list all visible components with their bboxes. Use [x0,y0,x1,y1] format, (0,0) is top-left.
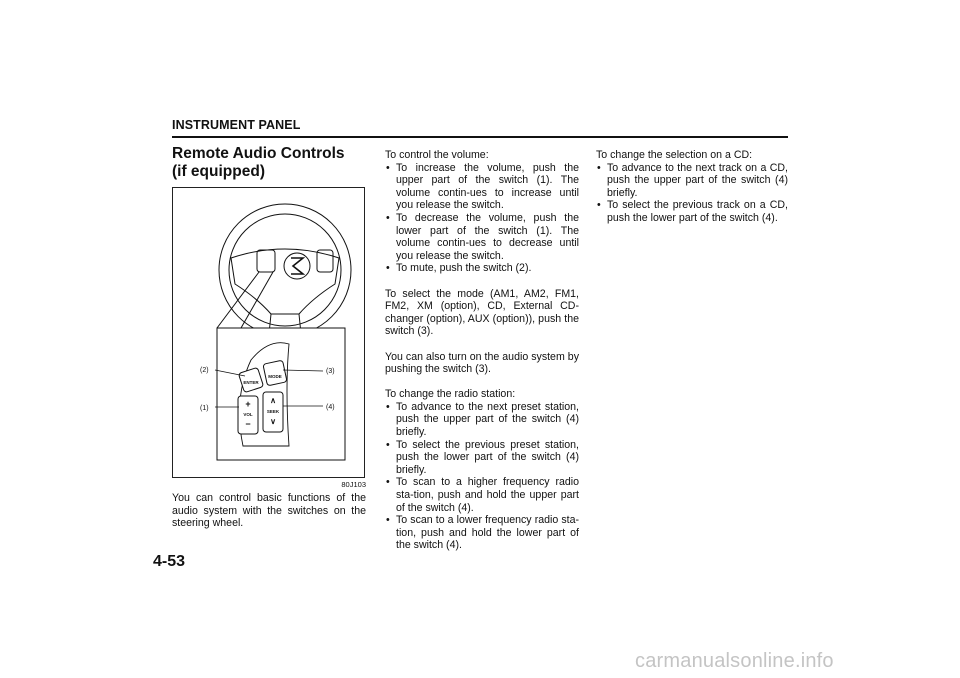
svg-text:VOL: VOL [243,412,253,417]
bullet-icon: • [386,400,390,413]
callout-3: (3) [326,368,335,375]
title-line-1: Remote Audio Controls [172,145,345,162]
column-2 [385,149,579,552]
svg-text:MODE: MODE [268,374,282,379]
svg-text:SEEK: SEEK [266,409,280,414]
cd-heading: To change the selection on a CD: [596,149,753,161]
svg-text:ENTER: ENTER [243,380,259,385]
title-line-2: (if equipped) [172,163,265,180]
callout-2: (2) [200,367,209,374]
page-number: 4-53 [153,553,186,570]
list-item: • To advance to the next track on a CD, push the upper part of the switch (4) briefly. [597,161,788,199]
volume-minus-icon: − [245,419,251,429]
seek-up-icon: ∧ [270,396,276,405]
figure-code: 80J103 [341,480,366,489]
column-3 [596,149,788,225]
list-item: • To mute, push the switch (2). [386,262,532,275]
bullet-icon: • [386,476,390,489]
callout-4: (4) [326,404,335,411]
bullet-icon: • [386,211,390,224]
page-title [172,145,372,181]
watermark-link[interactable]: carmanualsonline.info [635,650,834,672]
bullet-icon: • [386,438,390,451]
bullet-icon: • [597,161,601,174]
volume-heading: To control the volume: [385,149,489,161]
steering-wheel-illustration [173,188,366,479]
seek-down-icon: ∨ [270,417,276,426]
seek-switch [263,392,283,432]
list-item: • To select the previous preset station, push the lower part of the switch (4) briefly. [386,438,579,476]
volume-plus-icon: + [245,399,251,409]
bullet-icon: • [386,262,390,275]
header-rule [172,136,788,138]
section-header: INSTRUMENT PANEL [172,118,301,132]
callout-1: (1) [200,405,209,412]
volume-switch [238,396,258,434]
bullet-icon: • [386,161,390,174]
suzuki-logo-icon [284,253,310,279]
power-paragraph: You can also turn on the audio system by pushing the switch (3). [385,350,579,376]
bullet-icon: • [597,199,601,212]
list-item: • To increase the volume, push the upper part of the switch (1). The volume contin-ues to increase until you release the switch. [386,161,579,212]
intro-text: You can control basic functions of the audio system with the switches on the steering wheel. [172,492,366,530]
list-item: • To decrease the volume, push the lower part of the switch (1). The volume contin-ues to decrease until you release the switch. [386,211,579,262]
list-item: • To scan to a higher frequency radio sta-tion, push and hold the upper part of the switch (4). [386,476,579,514]
list-item: • To select the previous track on a CD, push the lower part of the switch (4). [597,199,788,224]
steering-wheel-figure [172,187,365,478]
intro-paragraph [172,492,366,530]
list-item: • To scan to a lower frequency radio sta-tion, push and hold the lower part of the switch (4). [386,514,579,552]
bullet-icon: • [386,514,390,527]
radio-heading: To change the radio station: [385,388,516,401]
mode-button [263,360,287,386]
leader-lines [217,272,273,328]
list-item: • To advance to the next preset station, push the upper part of the switch (4) briefly. [386,400,579,439]
mode-paragraph: To select the mode (AM1, AM2, FM1, FM2, XM (option), CD, External CD-changer (option), AUX (option)), push the switch (3). [385,287,579,338]
